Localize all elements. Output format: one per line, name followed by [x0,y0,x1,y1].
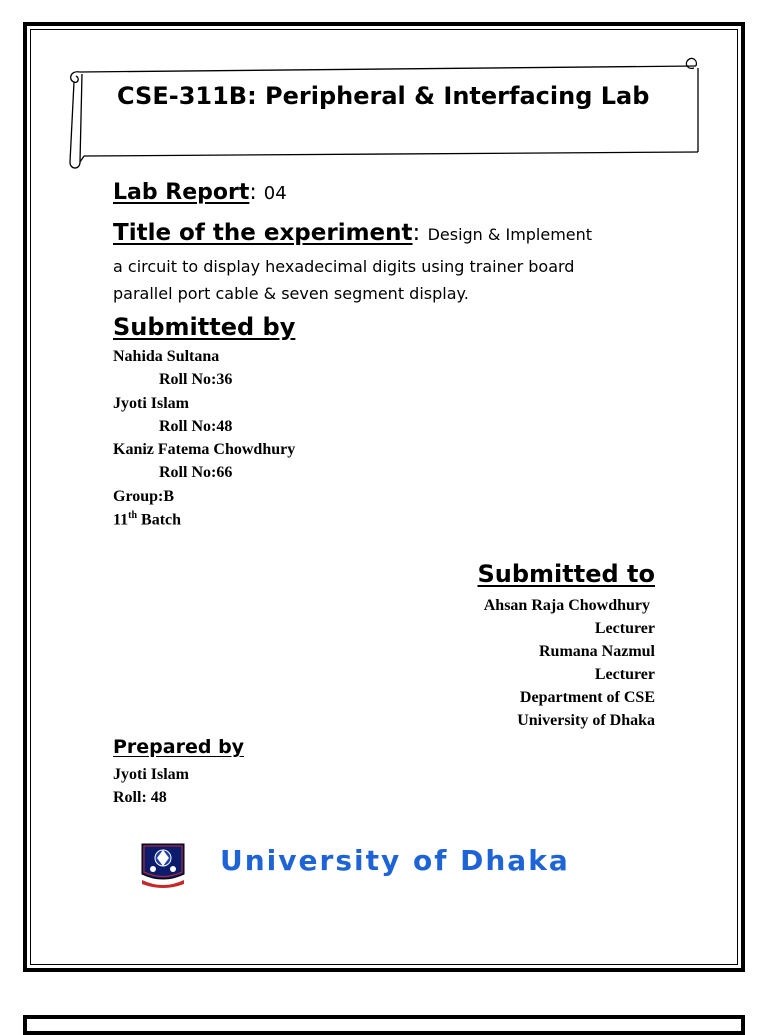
preparer-roll: Roll: 48 [113,789,167,806]
member-name: Nahida Sultana [113,348,220,365]
teacher-designation: Lecturer [594,620,655,637]
experiment-title-label: Title of the experiment [113,220,413,246]
scroll-banner-icon [66,56,706,172]
experiment-desc-line1: Design & Implement [427,225,593,244]
teacher-name: Ahsan Raja Chowdhury [483,597,650,614]
preparer-name: Jyoti Islam [113,766,189,783]
batch-label [113,510,181,529]
prepared-by-heading: Prepared by [113,736,245,758]
batch-number: 11 [113,511,129,529]
member-roll: Roll No:36 [159,371,233,388]
experiment-title-separator: : [412,220,421,246]
lab-report-separator: : [249,180,257,205]
batch-suffix: th [128,510,138,521]
lab-report-line [113,180,287,205]
lab-report-number: 04 [263,183,287,204]
member-name: Jyoti Islam [113,395,189,412]
experiment-desc-line2: a circuit to display hexadecimal digits using trainer board [113,257,575,276]
teacher-designation: Lecturer [594,666,655,683]
experiment-title-line [113,220,592,246]
member-roll: Roll No:48 [159,418,233,435]
submitted-to-heading: Submitted to [477,560,655,588]
teacher-name: Rumana Nazmul [538,643,655,660]
next-page-border [23,1015,745,1035]
lab-report-label: Lab Report [113,180,250,205]
experiment-desc-line3: parallel port cable & seven segment display. [113,284,469,303]
member-roll: Roll No:66 [159,464,233,481]
university-logo [136,838,656,890]
university-seal-icon [136,840,190,888]
group-label: Group:B [113,488,175,505]
member-name: Kaniz Fatema Chowdhury [113,441,296,458]
department-name: Department of CSE [519,689,655,706]
university-name-logo-text: University of Dhaka [220,844,570,877]
university-name: University of Dhaka [517,712,655,729]
batch-word: Batch [137,511,182,529]
course-title: CSE-311B: Peripheral & Interfacing Lab [117,82,650,110]
submitted-by-heading: Submitted by [113,313,296,341]
